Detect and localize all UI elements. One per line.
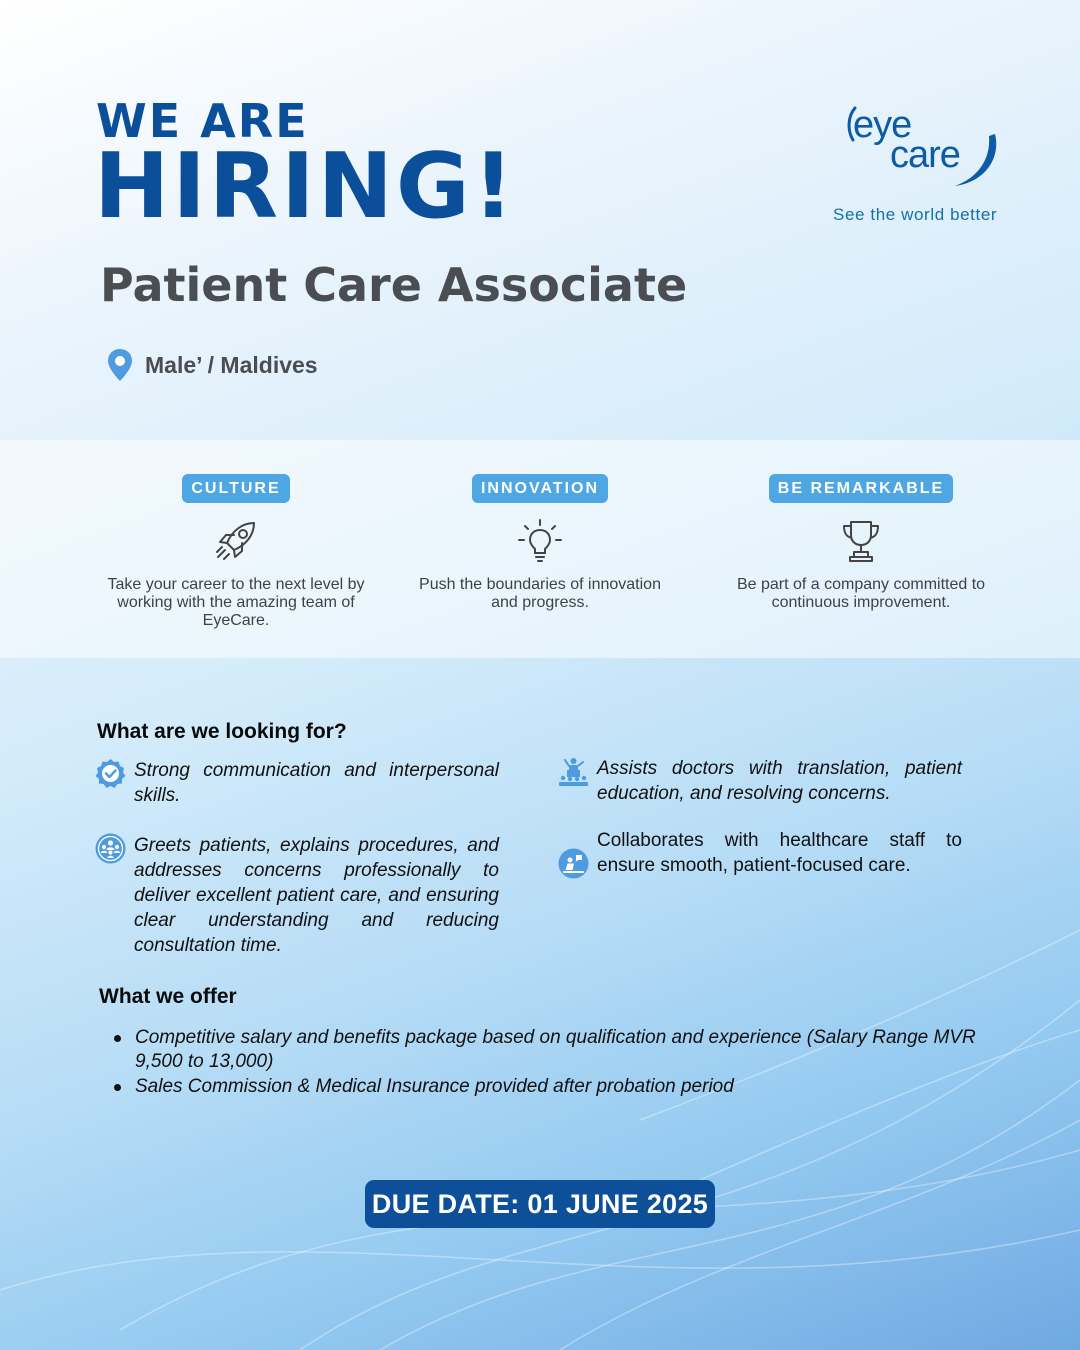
offer-list bbox=[114, 1026, 994, 1100]
requirement-text: Collaborates with healthcare staff to ensure smooth, patient-focused care. bbox=[597, 830, 962, 876]
value-be-remarkable bbox=[731, 474, 991, 612]
requirement-item bbox=[558, 756, 962, 806]
location-text: Male’ / Maldives bbox=[145, 351, 318, 378]
value-badge: INNOVATION bbox=[472, 474, 608, 503]
value-description: Take your career to the next level by working with the amazing team of EyeCare. bbox=[107, 575, 365, 629]
team-icon bbox=[95, 833, 126, 864]
logo-tagline: See the world better bbox=[833, 205, 998, 224]
logo-word-care: care bbox=[890, 134, 960, 176]
eyecare-logo bbox=[845, 104, 1005, 190]
presenter-icon bbox=[558, 756, 589, 787]
value-badge: CULTURE bbox=[182, 474, 289, 503]
location bbox=[106, 348, 318, 382]
requirement-item bbox=[558, 828, 962, 879]
offer-item: Sales Commission & Medical Insurance provided after probation period bbox=[114, 1075, 994, 1099]
value-badge: BE REMARKABLE bbox=[769, 474, 953, 503]
value-innovation bbox=[410, 474, 670, 612]
value-culture bbox=[106, 474, 366, 630]
value-description: Be part of a company committed to continuous improvement. bbox=[736, 575, 986, 611]
offer-heading: What we offer bbox=[99, 985, 237, 1008]
looking-for-heading: What are we looking for? bbox=[97, 720, 347, 743]
requirement-text: Assists doctors with translation, patient education, and resolving concerns. bbox=[597, 758, 962, 804]
location-pin-icon bbox=[106, 348, 134, 382]
trophy-icon bbox=[837, 517, 885, 565]
collaboration-icon bbox=[558, 848, 589, 879]
requirement-item bbox=[95, 833, 499, 958]
hiring-heading-large: HIRING! bbox=[94, 134, 517, 239]
requirement-item bbox=[95, 758, 499, 808]
lightbulb-icon bbox=[516, 517, 564, 565]
job-title: Patient Care Associate bbox=[100, 258, 688, 312]
verified-badge-icon bbox=[95, 758, 126, 789]
value-description: Push the boundaries of innovation and progress. bbox=[419, 575, 661, 611]
rocket-icon bbox=[212, 517, 260, 565]
logo-word-eye: eye bbox=[853, 104, 912, 146]
requirement-text: Strong communication and interpersonal skills. bbox=[134, 760, 499, 806]
hiring-heading-small: WE ARE bbox=[96, 94, 309, 148]
requirement-text: Greets patients, explains procedures, and addresses concerns professionally to deliver excellent patient care, and ensuring clear understanding and reducing consultation time. bbox=[134, 835, 499, 956]
due-date-badge: DUE DATE: 01 JUNE 2025 bbox=[365, 1180, 715, 1228]
offer-item: Competitive salary and benefits package based on qualification and experience (Salary Range MVR 9,500 to 13,000) bbox=[114, 1026, 994, 1074]
